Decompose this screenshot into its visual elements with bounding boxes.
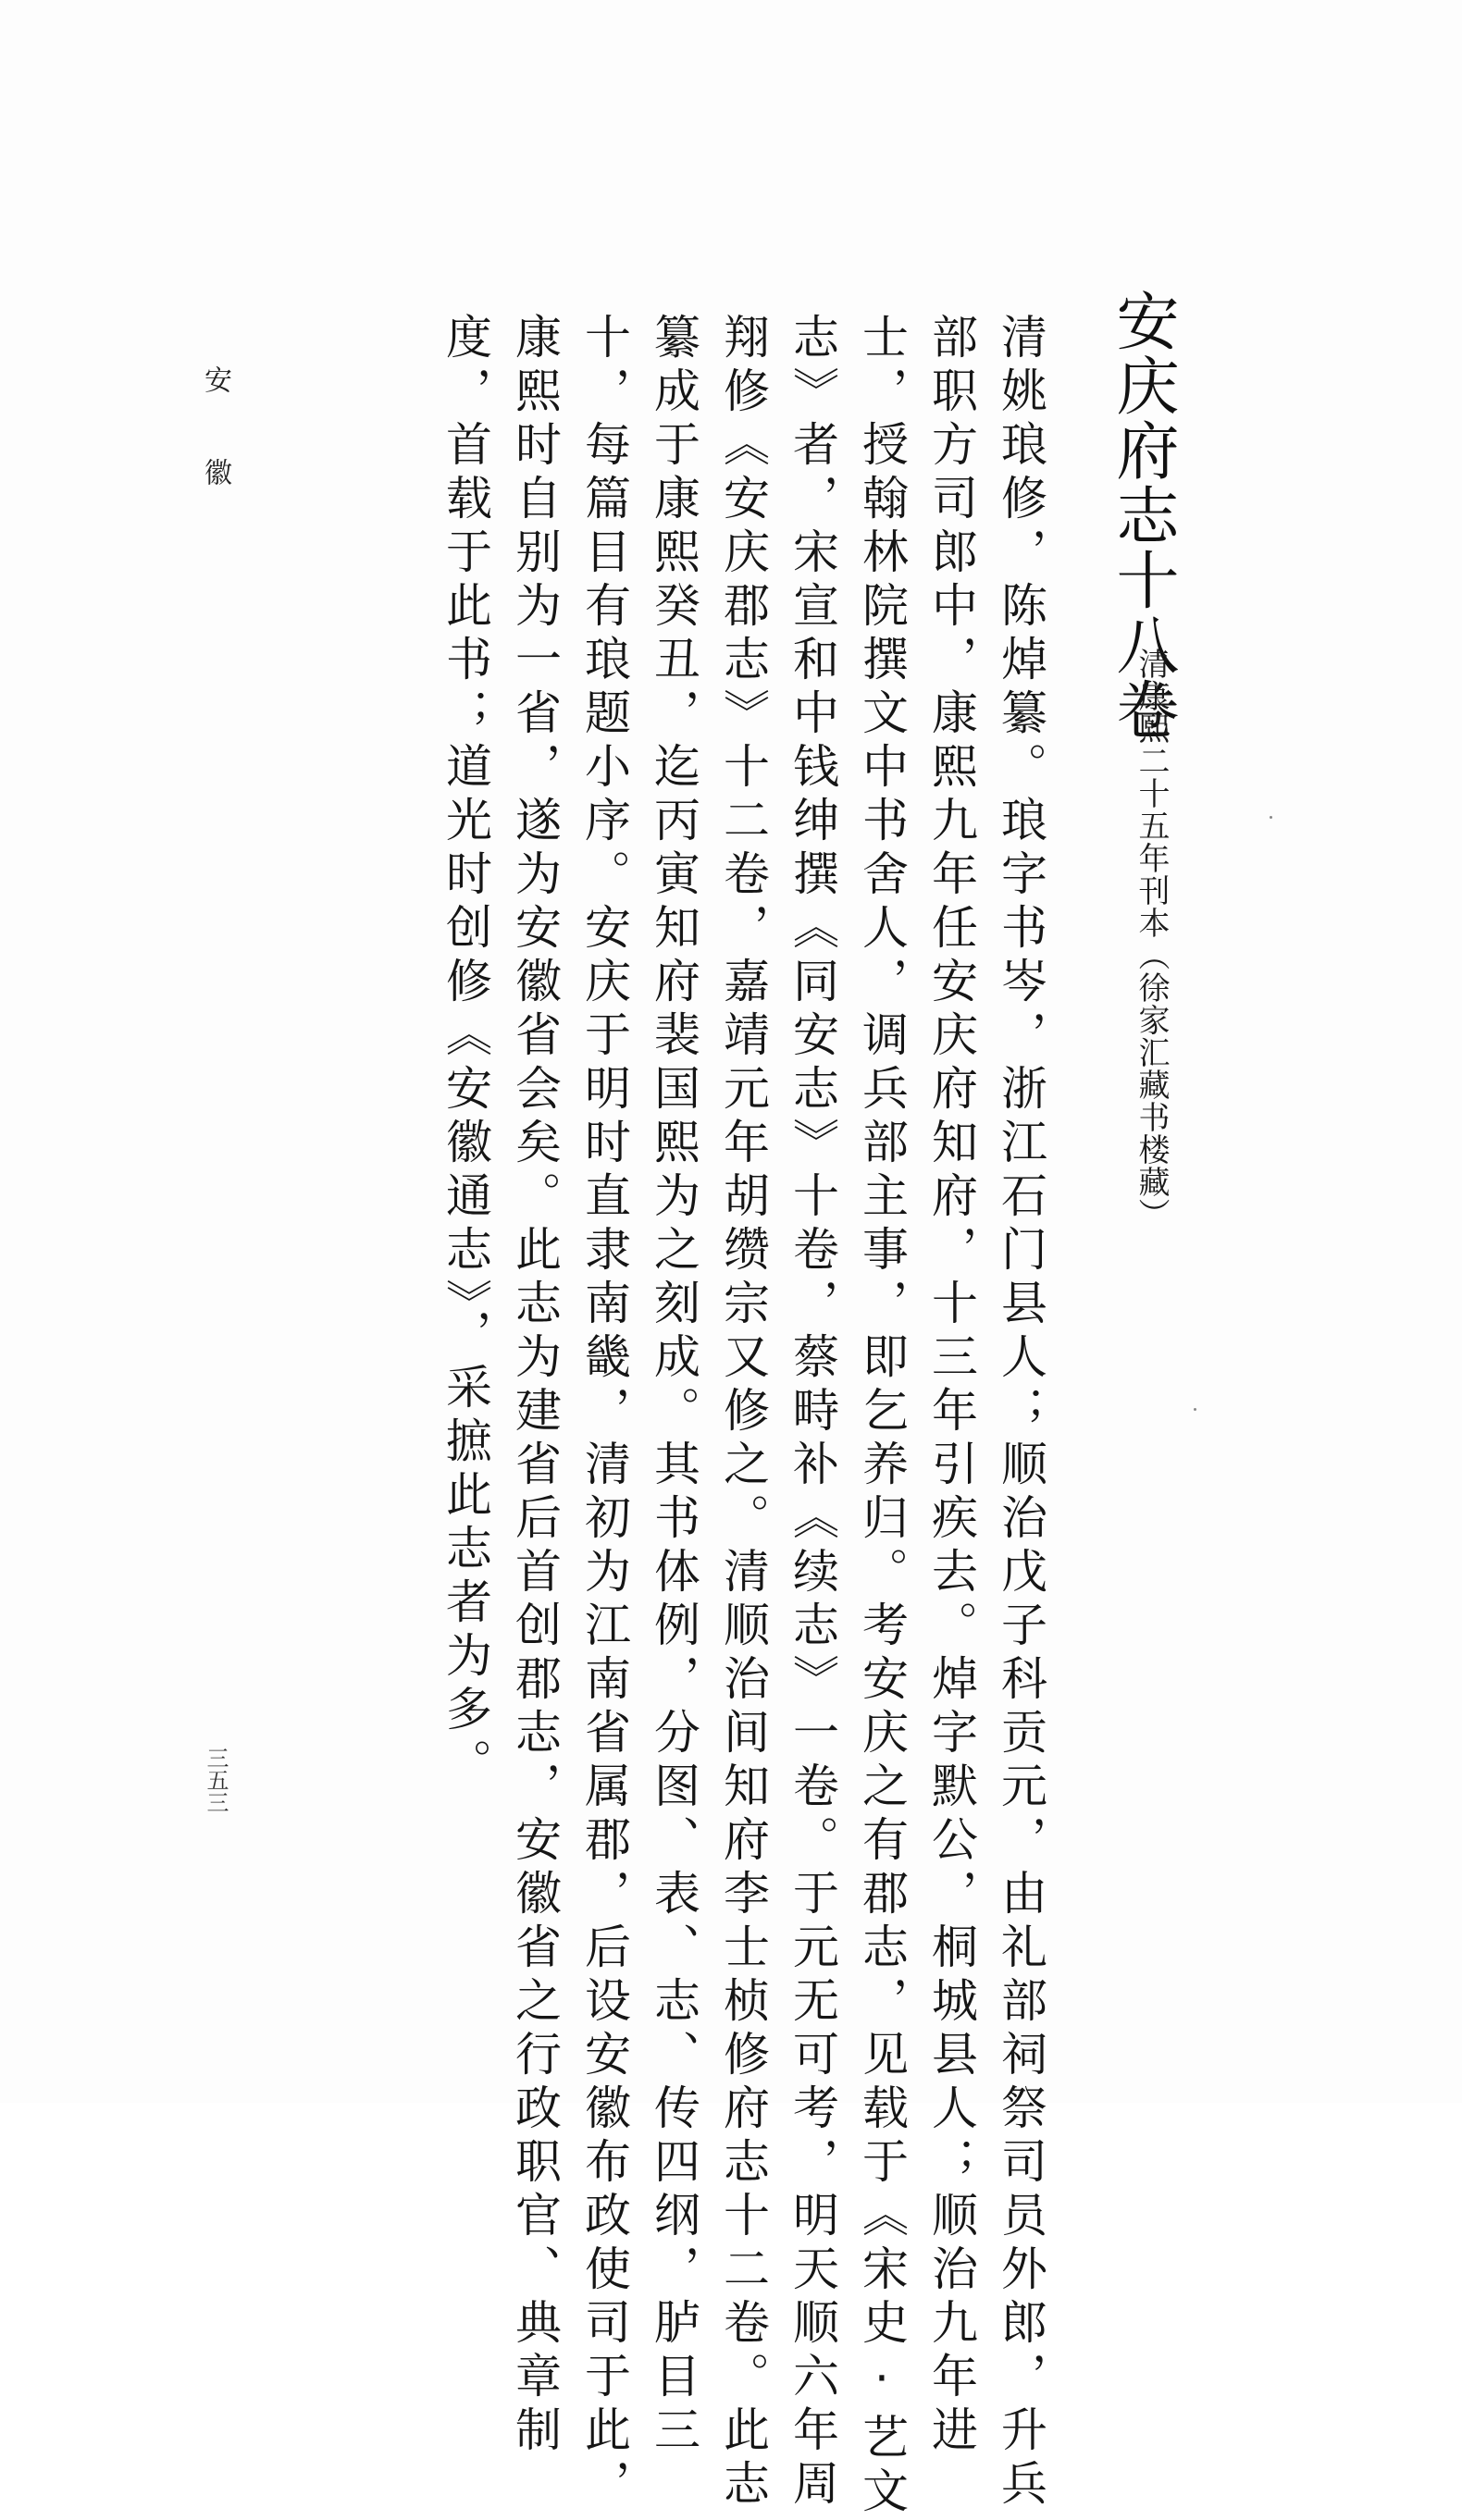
edition-note: 清康熙二十五年刊本（徐家汇藏书楼藏） [1133, 648, 1170, 1230]
entry-body [333, 313, 1055, 2520]
body-line: 十，每篇目有琅题小序。安庆于明时直隶南畿，清初为江南省属郡，后设安徽布政使司于此， [577, 313, 631, 2513]
page-number: 三五三 [203, 1747, 229, 1813]
entry-title: 安庆府志十八卷 [1106, 289, 1179, 742]
body-line: 纂成于康熙癸丑，迄丙寅知府裴国熙为之刻成。其书体例，分图、表、志、传四纲，胪目三 [647, 313, 700, 2459]
province-side-label: 安徽 [199, 365, 231, 550]
body-line: 部职方司郎中，康熙九年任安庆府知府，十三年引疾去。焯字默公，桐城县人；顺治九年进 [924, 313, 978, 2459]
body-line: 度，首载于此书；道光时创修《安徽通志》，采摭此志者为多。 [439, 313, 492, 1792]
body-line: 士，授翰林院撰文中书舍人，调兵部主事，即乞养归。考安庆之有郡志，见载于《宋史·艺文 [855, 313, 909, 2520]
body-line: 翔修《安庆郡志》十二卷，嘉靖元年胡缵宗又修之。清顺治间知府李士桢修府志十二卷。此志 [716, 313, 770, 2513]
scan-speck [1194, 1408, 1196, 1411]
body-line: 志》者，宋宣和中钱绅撰《同安志》十卷，蔡畤补《续志》一卷。于元无可考，明天顺六年周 [786, 313, 839, 2513]
body-line: 康熙时自别为一省，遂为安徽省会矣。此志为建省后首创郡志，安徽省之行政职官、典章制 [508, 313, 562, 2459]
body-line: 清姚琅修，陈焯纂。琅字书岑，浙江石门县人；顺治戊子科贡元，由礼部祠祭司员外郎，升兵 [994, 313, 1047, 2513]
scan-speck [1270, 816, 1272, 819]
